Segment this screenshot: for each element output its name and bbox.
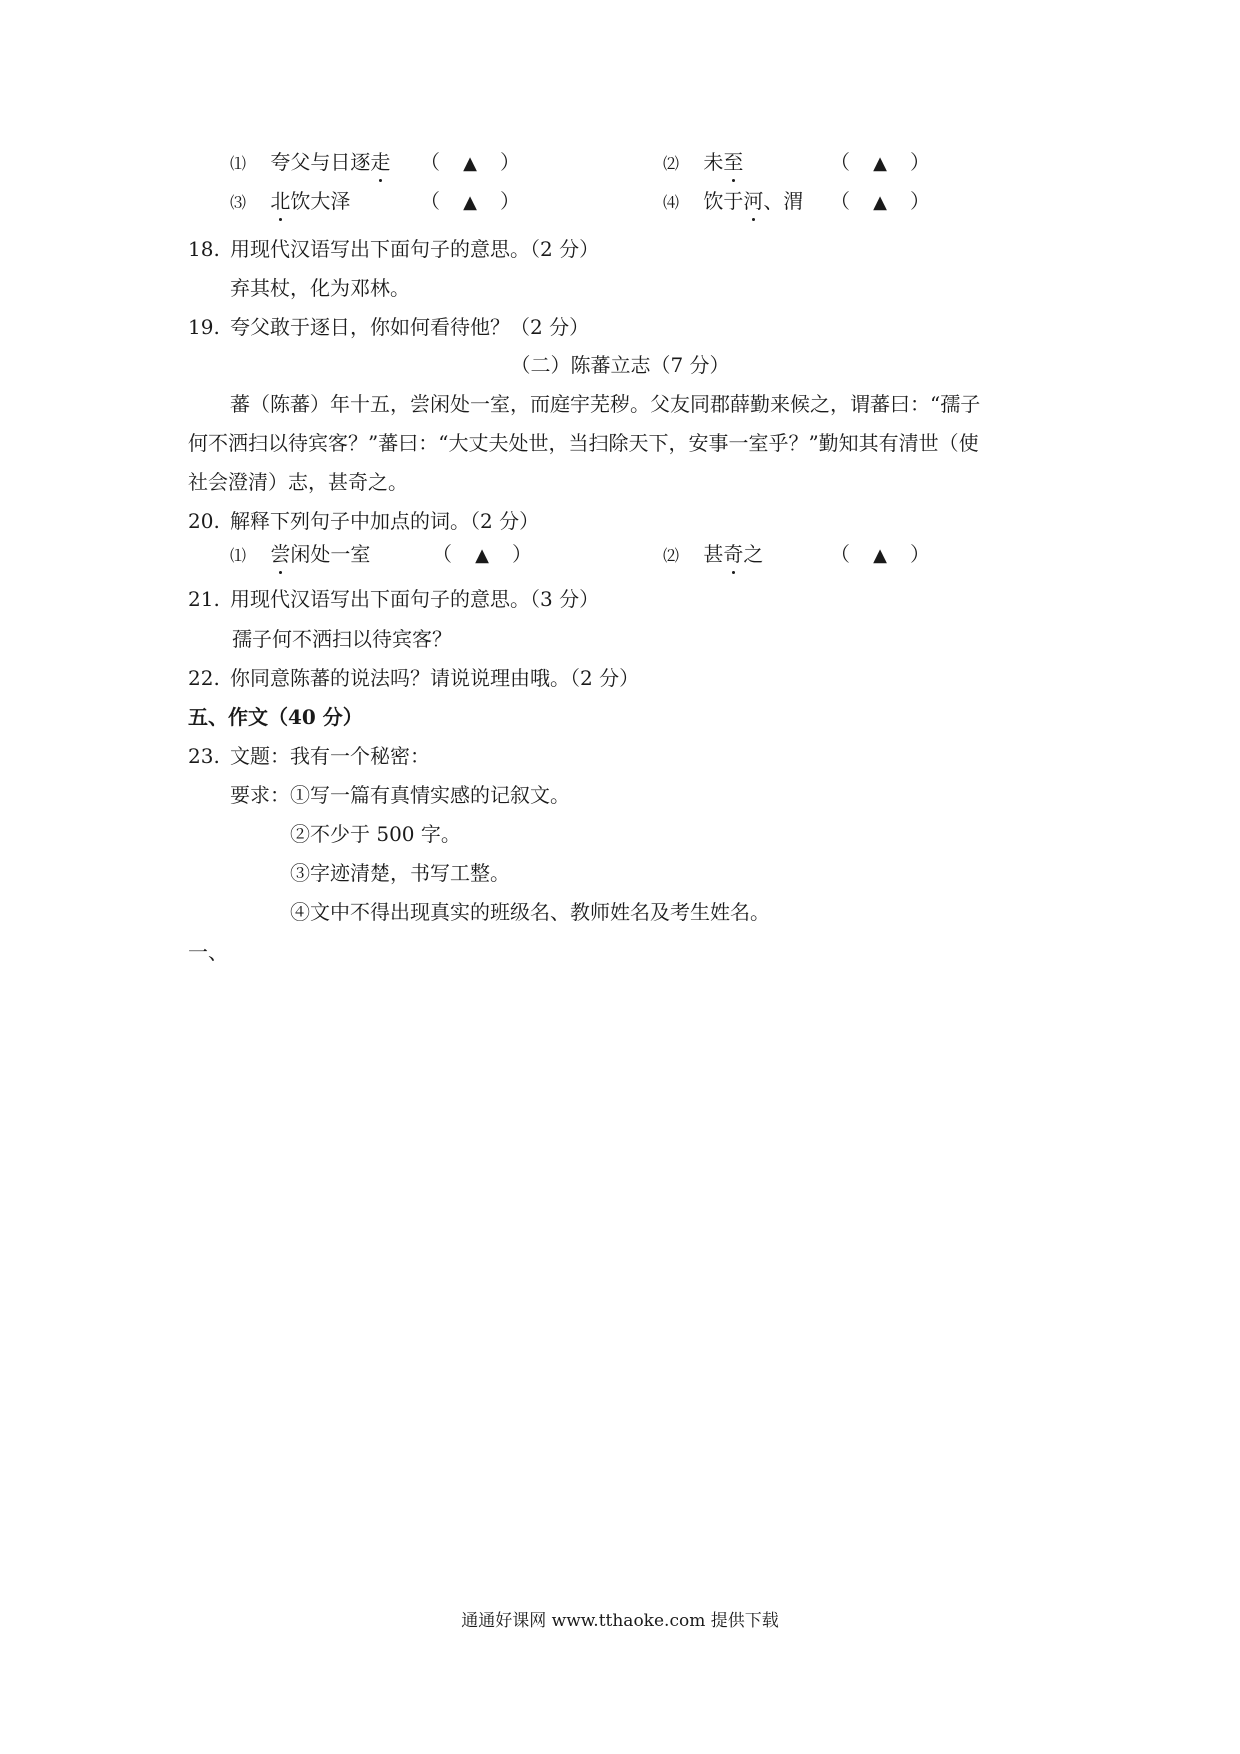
item-text-pre: 未 — [703, 150, 724, 174]
item-text-post: 饮大泽 — [290, 189, 351, 213]
q21-quote: 孺子何不洒扫以待宾客？ — [232, 627, 452, 651]
dotted-word: 至 — [723, 150, 744, 174]
item-label: ⑷ — [663, 193, 680, 212]
triangle-marker: ▲ — [873, 545, 887, 566]
triangle-marker: ▲ — [475, 545, 489, 566]
question-text: 用现代汉语写出下面句子的意思。（2 分） — [230, 237, 600, 261]
item-text-pre: 甚 — [703, 542, 724, 566]
passage-line-1: 蕃（陈蕃）年十五，尝闲处一室，而庭宇芜秽。父友同郡薛勤来候之，谓蕃曰：“孺子 — [230, 392, 981, 416]
dotted-word: 北 — [270, 189, 291, 213]
q17-item-2 — [663, 148, 743, 178]
q17-answer-4[interactable]: （ ▲ ） — [830, 187, 930, 217]
item-text-post: 闲处一室 — [290, 542, 371, 566]
question-number: 23. — [188, 744, 220, 768]
q20-question — [188, 507, 539, 535]
triangle-marker: ▲ — [463, 153, 477, 174]
q23-requirement-2: ②不少于 500 字。 — [290, 822, 461, 846]
q20-item-1 — [230, 540, 370, 570]
item-label: ⑶ — [230, 193, 247, 212]
question-number: 22. — [188, 666, 220, 690]
question-text: 你同意陈蕃的说法吗？请说说理由哦。（2 分） — [230, 666, 640, 690]
q23-requirement-1 — [230, 781, 570, 809]
part-five-title: 五、作文（40 分） — [188, 705, 363, 729]
q18-question — [188, 235, 599, 263]
dotted-word: 奇 — [723, 542, 744, 566]
q17-item-3 — [230, 187, 350, 217]
q19-question — [188, 313, 589, 341]
q17-answer-2[interactable]: （ ▲ ） — [830, 148, 930, 178]
q20-item-2 — [663, 540, 763, 570]
q22-question — [188, 664, 639, 692]
question-number: 19. — [188, 315, 220, 339]
question-text: 解释下列句子中加点的词。（2 分） — [230, 509, 540, 533]
item-label: ⑴ — [230, 154, 247, 173]
q18-quote: 弃其杖，化为邓林。 — [230, 276, 410, 300]
q21-question — [188, 585, 599, 613]
trailing-mark: 一、 — [188, 940, 228, 964]
q23-requirement-4: ④文中不得出现真实的班级名、教师姓名及考生姓名。 — [290, 900, 770, 924]
question-number: 20. — [188, 509, 220, 533]
question-text: 夸父敢于逐日，你如何看待他？（2 分） — [230, 315, 590, 339]
requirement-text: ①写一篇有真情实感的记叙文。 — [290, 783, 570, 807]
q20-answer-2[interactable]: （ ▲ ） — [830, 540, 930, 570]
requirements-label: 要求： — [230, 783, 290, 807]
footer-credit: 通通好课网 www.tthaoke.com 提供下载 — [461, 1611, 779, 1631]
question-text: 用现代汉语写出下面句子的意思。（3 分） — [230, 587, 600, 611]
item-text-post: 之 — [743, 542, 764, 566]
passage-line-3: 社会澄清）志，甚奇之。 — [188, 470, 408, 494]
passage-line-2: 何不洒扫以待宾客？”蕃曰：“大丈夫处世，当扫除天下，安事一室乎？”勤知其有清世（使 — [188, 431, 979, 455]
section-title: （二）陈蕃立志（7 分） — [510, 353, 730, 377]
essay-title: 文题：我有一个秘密： — [230, 744, 430, 768]
item-label: ⑵ — [663, 546, 680, 565]
q23-requirement-3: ③字迹清楚，书写工整。 — [290, 861, 510, 885]
item-text-pre: 饮于 — [703, 189, 744, 213]
triangle-marker: ▲ — [463, 192, 477, 213]
q20-answer-1[interactable]: （ ▲ ） — [432, 540, 532, 570]
item-text-pre: 夸父与日逐 — [270, 150, 371, 174]
triangle-marker: ▲ — [873, 153, 887, 174]
item-text-post: 、渭 — [763, 189, 804, 213]
question-number: 21. — [188, 587, 220, 611]
q17-item-4 — [663, 187, 803, 217]
item-label: ⑵ — [663, 154, 680, 173]
q17-answer-3[interactable]: （ ▲ ） — [420, 187, 520, 217]
dotted-word: 尝 — [270, 542, 291, 566]
q23-question — [188, 742, 430, 770]
q17-answer-1[interactable]: （ ▲ ） — [420, 148, 520, 178]
dotted-word: 河 — [743, 189, 764, 213]
q17-item-1 — [230, 148, 390, 178]
question-number: 18. — [188, 237, 220, 261]
item-label: ⑴ — [230, 546, 247, 565]
dotted-word: 走 — [370, 150, 391, 174]
triangle-marker: ▲ — [873, 192, 887, 213]
